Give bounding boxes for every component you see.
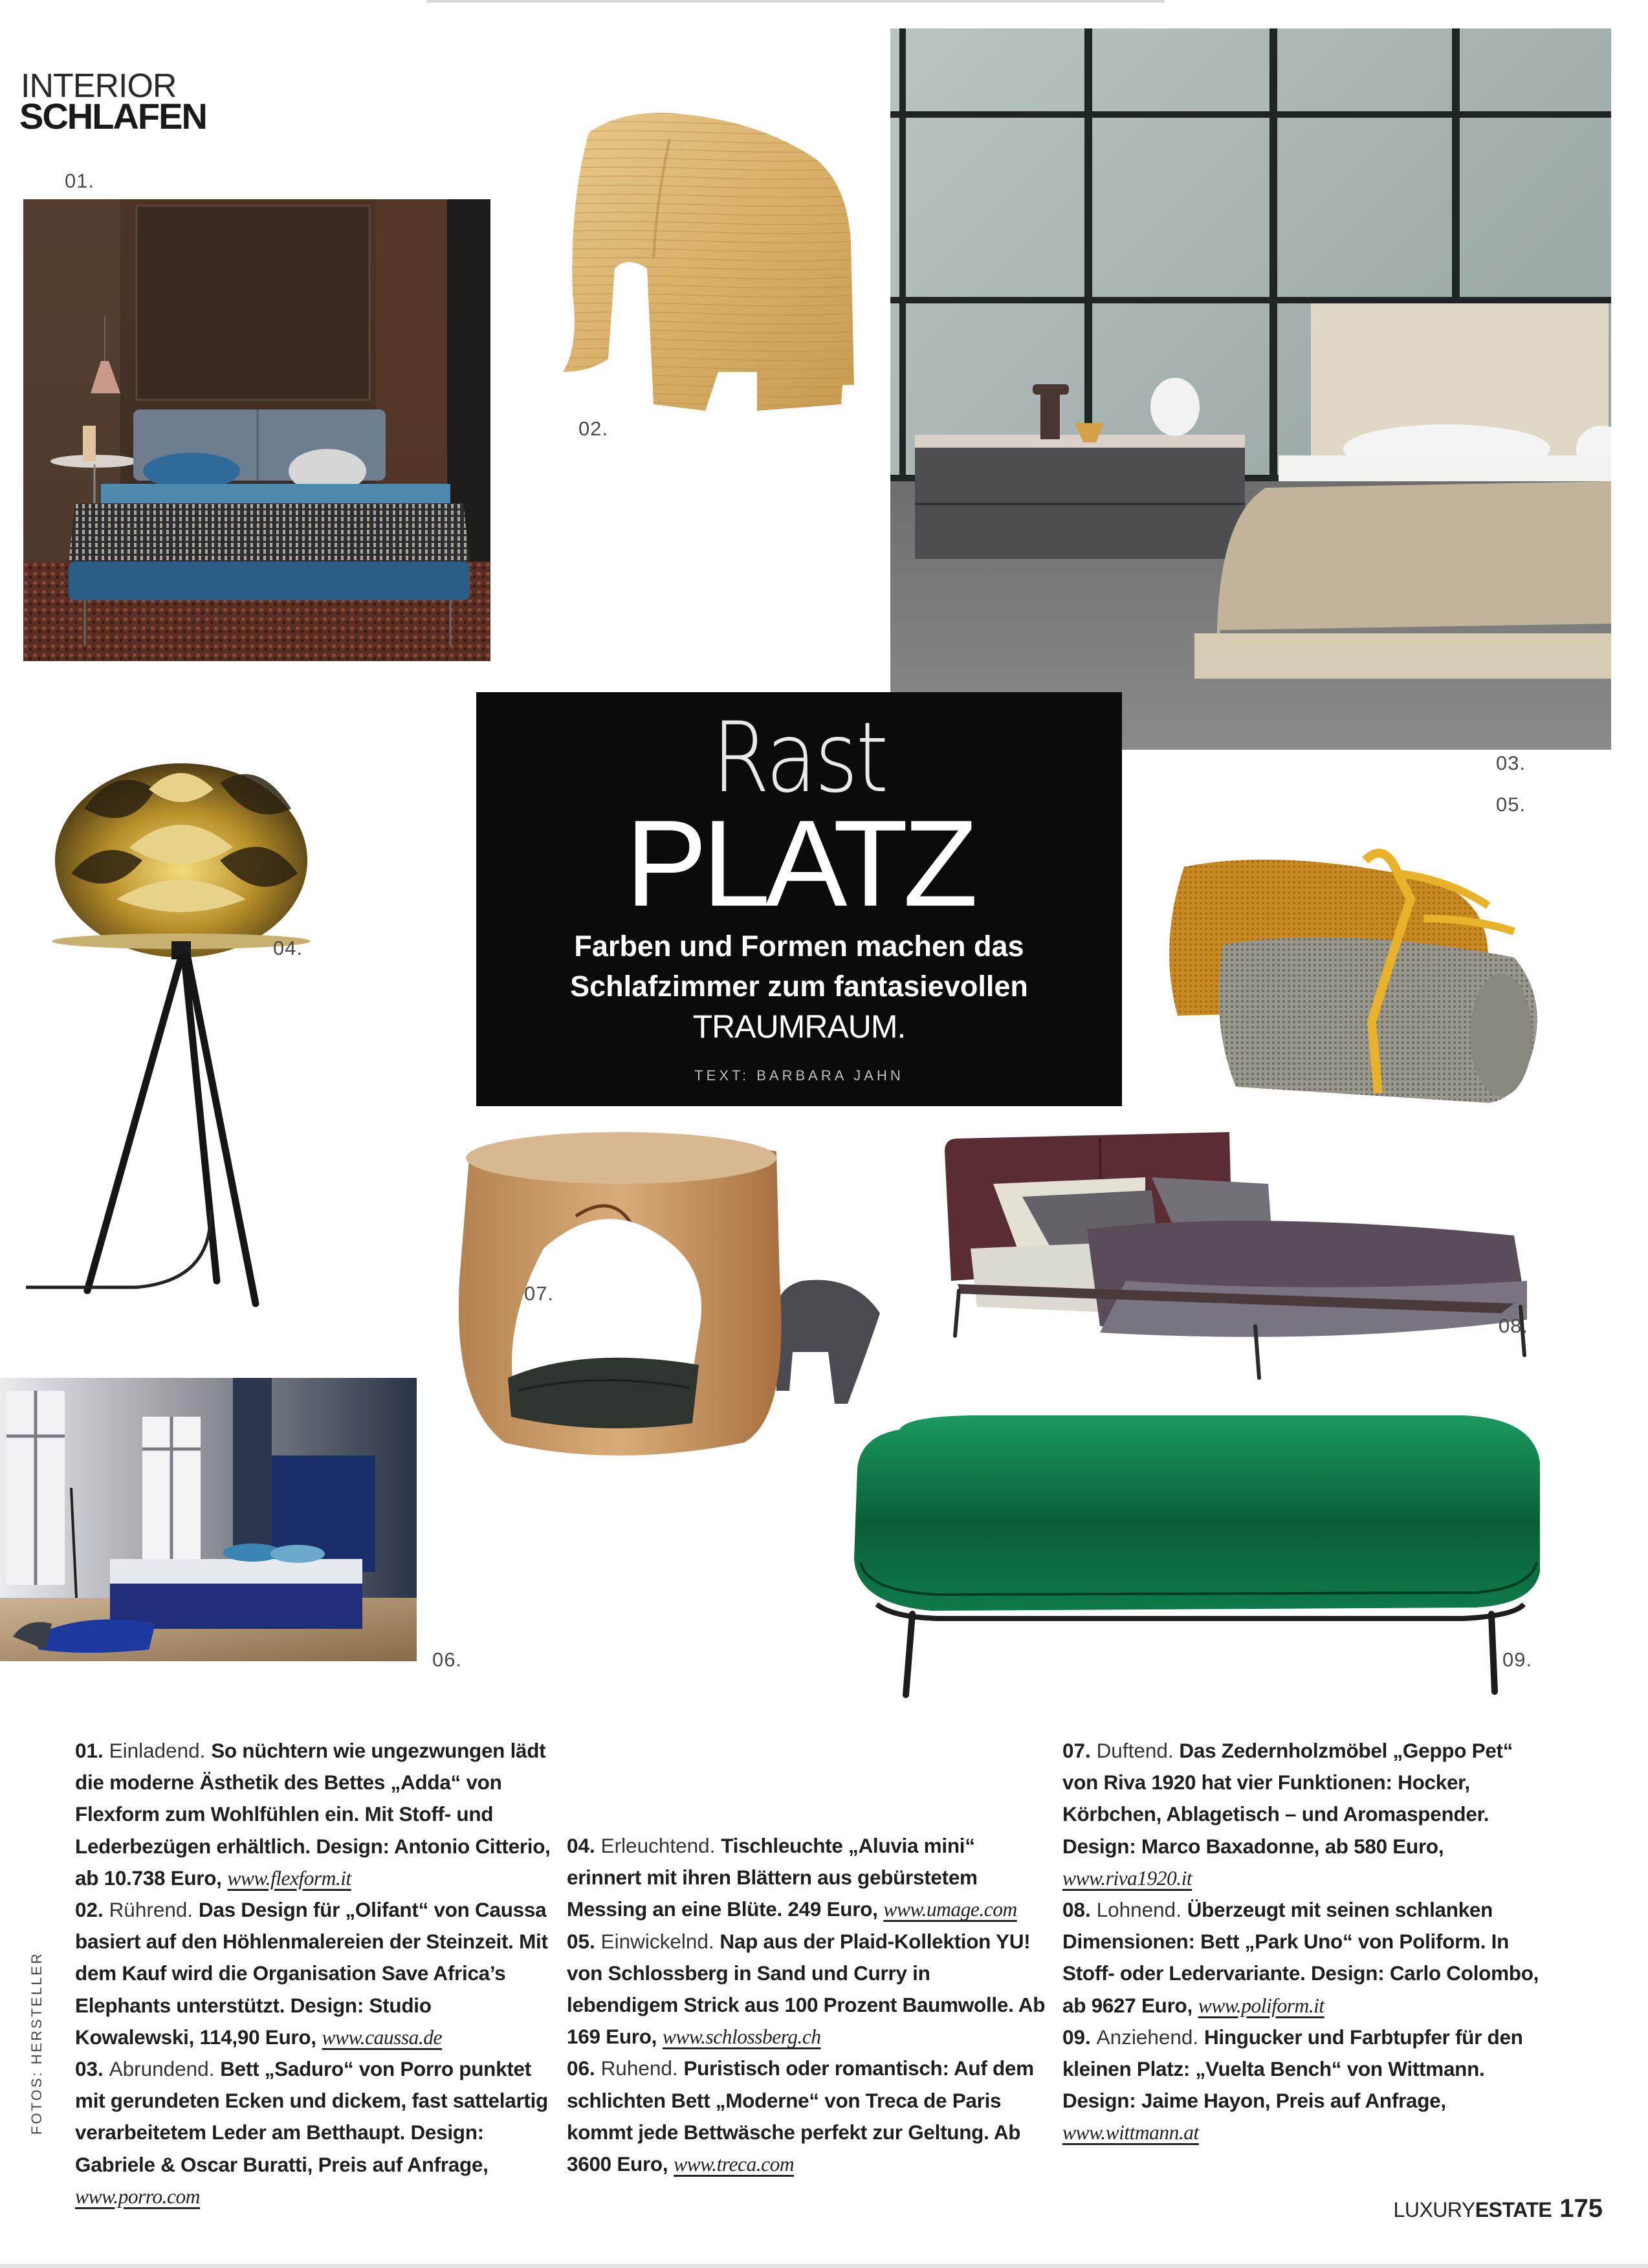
hero-subtitle-end: TRAUMRAUM. xyxy=(692,1009,906,1045)
entry-url-link[interactable]: www.umage.com xyxy=(883,1898,1017,1921)
text-column-2 xyxy=(567,1830,1046,2180)
entry-text: So nüchtern wie ungezwungen lädt die moderne Ästhetik des Bettes „Adda“ von Flexform zum Wohlfühlen ein. Mit Stoff- und Lederbezügen erhältlich. Design: Antonio Citterio, ab 10.738 Euro, xyxy=(75,1739,551,1890)
entry-url-link[interactable]: www.flexform.it xyxy=(227,1866,351,1890)
entry-number: 09. xyxy=(1062,2025,1091,2049)
product-number-09: 09. xyxy=(1502,1648,1533,1671)
entry-04 xyxy=(567,1830,1046,1926)
entry-number: 06. xyxy=(567,2056,595,2080)
entry-url-link[interactable]: www.porro.com xyxy=(75,2185,201,2208)
entry-keyword: Einladend. xyxy=(109,1739,206,1762)
entry-keyword: Ruhend. xyxy=(600,2056,678,2080)
entry-text: Hingucker und Farbtupfer für den kleinen Platz: „Vuelta Bench“ von Wittmann. Design: Jaime Hayon, Preis auf Anfrage, xyxy=(1062,2025,1523,2113)
entry-keyword: Rührend. xyxy=(109,1898,193,1922)
entry-url-link[interactable]: www.treca.com xyxy=(674,2153,795,2176)
page-footer xyxy=(1394,2194,1603,2223)
page-number: 175 xyxy=(1559,2194,1603,2223)
product-number-03: 03. xyxy=(1496,752,1526,774)
hero-title-box xyxy=(476,692,1122,1106)
photo-bed-moderne xyxy=(0,1378,417,1661)
product-number-01: 01. xyxy=(65,169,95,192)
entry-number: 08. xyxy=(1062,1898,1091,1922)
photo-bed-adda xyxy=(23,199,490,661)
entry-text: Das Zedernholzmöbel „Geppo Pet“ von Riva 1920 hat vier Funktionen: Hocker, Körbchen, Ablagetisch – und Aromaspender. Design: Marco Baxadonne, ab 580 Euro, xyxy=(1062,1739,1513,1858)
hero-subtitle-line-1: Farben und Formen machen das xyxy=(574,930,1024,963)
entry-08 xyxy=(1062,1894,1541,2022)
entry-keyword: Anziehend. xyxy=(1096,2025,1199,2049)
entry-03 xyxy=(75,2053,554,2212)
photo-olifant-elephant xyxy=(544,100,880,463)
entry-text: Nap aus der Plaid-Kollektion YU! von Schlossberg in Sand und Curry in lebendigem Strick aus 100 Prozent Baumwolle. Ab 169 Euro, xyxy=(567,1929,1046,2049)
entry-text: Bett „Saduro“ von Porro punktet mit gerundeten Ecken und dickem, fast sattelartig verarbeitetem Leder am Betthaupt. Design: Gabriele & Oscar Buratti, Preis auf Anfrage, xyxy=(75,2057,548,2176)
photo-credit: FOTOS: HERSTELLER xyxy=(28,1952,45,2135)
bed-adda-illustration xyxy=(23,199,490,661)
entry-keyword: Lohnend. xyxy=(1096,1898,1181,1922)
photo-bed-park-uno xyxy=(932,1113,1546,1391)
entry-text: Puristisch oder romantisch: Auf dem schlichten Bett „Moderne“ von Treca de Paris kommt jede Bettwäsche perfekt zur Geltung. Ab 3600 Euro, xyxy=(567,2056,1034,2176)
entry-05 xyxy=(567,1926,1046,2053)
section-label: INTERIOR xyxy=(21,67,177,105)
entry-number: 03. xyxy=(75,2057,104,2081)
text-column-1 xyxy=(75,1735,554,2212)
elephant-figure-illustration xyxy=(544,100,880,463)
entry-09 xyxy=(1062,2022,1541,2149)
entry-keyword: Einwickelnd. xyxy=(600,1929,714,1953)
magazine-name-bold: ESTATE xyxy=(1475,2198,1552,2221)
product-number-04: 04. xyxy=(273,937,303,959)
entry-number: 05. xyxy=(567,1929,595,1953)
bed-saduro-illustration xyxy=(890,28,1611,750)
product-number-02: 02. xyxy=(578,417,609,440)
nap-plaids-illustration xyxy=(1152,828,1553,1113)
hero-subtitle-line-2: Schlafzimmer zum fantasievollen xyxy=(570,970,1028,1003)
product-number-06: 06. xyxy=(432,1648,463,1671)
entry-url-link[interactable]: www.schlossberg.ch xyxy=(662,2025,821,2049)
hero-subtitle xyxy=(476,926,1122,1007)
entry-keyword: Abrundend. xyxy=(109,2057,215,2081)
entry-07 xyxy=(1062,1735,1541,1894)
entry-keyword: Duftend. xyxy=(1096,1739,1174,1762)
photo-bed-saduro xyxy=(890,28,1611,750)
vuelta-bench-illustration xyxy=(841,1410,1559,1708)
page-bottom-edge xyxy=(0,2264,1648,2268)
product-number-07: 07. xyxy=(524,1282,555,1305)
entry-url-link[interactable]: www.riva1920.it xyxy=(1062,1866,1192,1890)
bed-park-uno-illustration xyxy=(932,1113,1546,1391)
bed-moderne-illustration xyxy=(0,1378,417,1661)
hero-title-light: Rast xyxy=(712,702,886,814)
entry-text: Überzeugt mit seinen schlanken Dimensionen: Bett „Park Uno“ von Poliform. In Stoff- oder Ledervariante. Design: Carlo Colombo, ab 9627 Euro, xyxy=(1062,1898,1539,2017)
section-topic: SCHLAFEN xyxy=(19,96,206,136)
entry-02 xyxy=(75,1894,554,2053)
text-column-3 xyxy=(1062,1735,1541,2149)
entry-url-link[interactable]: www.caussa.de xyxy=(322,2025,442,2049)
entry-number: 04. xyxy=(567,1834,595,1857)
magazine-name-light: LUXURY xyxy=(1393,2198,1475,2221)
entry-number: 02. xyxy=(75,1898,104,1922)
aluvia-lamp-illustration xyxy=(26,718,362,1313)
photo-nap-plaids xyxy=(1152,828,1553,1113)
entry-url-link[interactable]: www.wittmann.at xyxy=(1062,2121,1199,2144)
product-number-08: 08. xyxy=(1499,1314,1529,1337)
product-number-05: 05. xyxy=(1496,793,1526,816)
entry-text: Das Design für „Olifant“ von Caussa basiert auf den Höhlenmalereien der Steinzeit. Mit dem Kauf wird die Organisation Save Africa’s Elephants unterstützt. Design: Studio Kowalewski, 114,90 Euro, xyxy=(75,1898,548,2049)
entry-number: 01. xyxy=(75,1739,104,1762)
entry-number: 07. xyxy=(1062,1739,1091,1762)
entry-01 xyxy=(75,1735,554,1894)
photo-aluvia-lamp xyxy=(26,718,362,1313)
entry-url-link[interactable]: www.poliform.it xyxy=(1198,1994,1324,2017)
page-top-edge xyxy=(427,0,1165,3)
photo-vuelta-bench xyxy=(841,1410,1559,1708)
entry-06 xyxy=(567,2053,1046,2180)
entry-text: Tischleuchte „Aluvia mini“ erinnert mit ihren Blättern aus gebürstetem Messing an eine Blüte. 249 Euro, xyxy=(567,1834,978,1921)
entry-keyword: Erleuchtend. xyxy=(600,1834,716,1857)
hero-byline: TEXT: BARBARA JAHN xyxy=(694,1067,904,1084)
hero-title-bold: PLATZ xyxy=(625,795,973,932)
